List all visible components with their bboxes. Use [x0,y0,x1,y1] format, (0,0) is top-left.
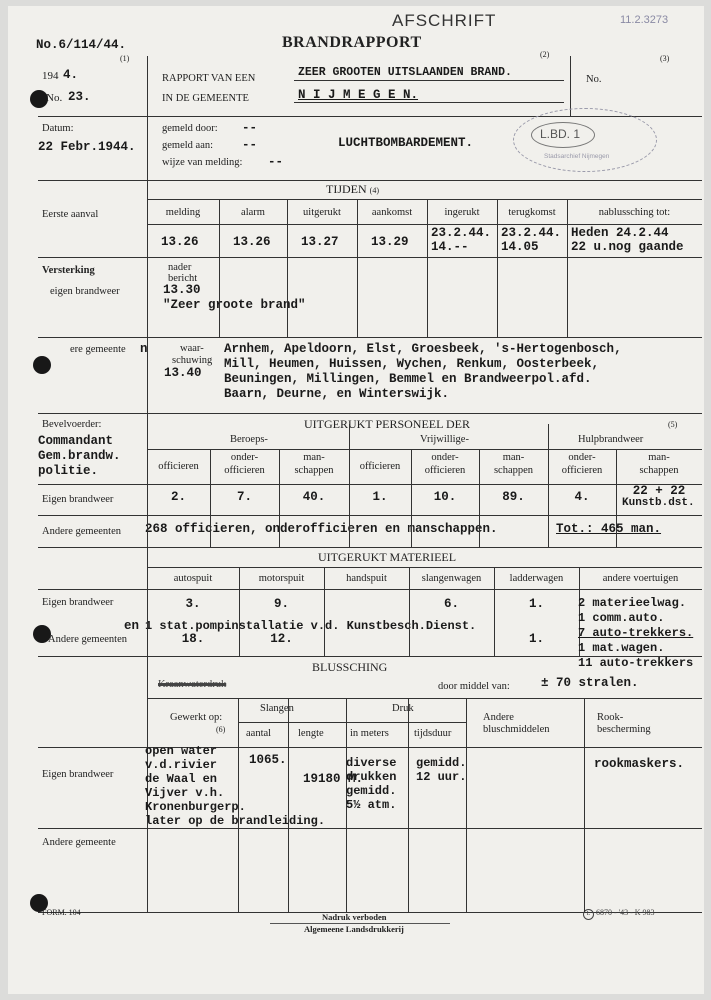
bevelvoerder-label: Bevelvoerder: [42,419,102,430]
personeel-andere-label: Andere gemeenten [42,526,122,537]
en-prefix: en [124,619,140,633]
group-vrijwillige: Vrijwillige- [420,434,469,445]
personeel-header-6: onder- [568,452,596,463]
no-label: No. [46,92,63,104]
tijden-value-3: 13.29 [371,235,409,249]
nader-label-1: nader [168,262,192,273]
rapport-label: RAPPORT VAN EEN [162,73,256,84]
tijdsduur-label: tijdsduur [414,728,452,739]
personeel-eigen-label: Eigen brandweer [42,494,114,505]
tijden-header-2: uitgerukt [303,207,341,218]
personeel-header-1: onder- [230,452,259,463]
materieel-header-1: motorspuit [258,573,305,584]
gemeenten-line: Mill, Heumen, Huissen, Wychen, Renkum, Oosterbeek, [224,357,600,371]
personeel-header-6: officieren [561,465,603,476]
personeel-value-5: 89. [502,490,525,504]
tijden-value-6: Heden 24.2.44 [571,226,669,240]
gewerkt-line: Vijver v.h. [145,786,225,800]
gemeld-door-value: -- [242,121,258,135]
marker-1: (1) [120,54,130,63]
waarschuwing-label-1: waar- [180,343,204,354]
nadruk-verboden: Nadruk verboden [322,912,387,922]
lengte-value: 19180 M. [303,772,364,786]
druk-line: diverse [346,756,397,770]
materieel-title: UITGERUKT MATERIEEL [318,550,457,564]
materieel-value-0: 3. [185,597,201,611]
materieel-header-5: andere voertuigen [602,573,679,584]
form-number: FORM. 104 [42,908,81,917]
personeel-value-7: 22 + 22 [632,484,686,498]
personeel-value-2: 40. [302,490,326,504]
personeel-marker: (5) [668,420,678,429]
bevelvoerder-line: politie. [38,464,99,478]
personeel-value-1: 7. [236,490,252,504]
personeel-andere-text: 268 officieren, onderofficieren en manschappen. [145,522,498,536]
doc-number: No.6/114/44. [36,38,127,52]
no-value: 23. [68,90,91,104]
blussching-eigen-label: Eigen brandweer [42,769,114,780]
materieel-andere-value-0: 18. [181,632,205,646]
blussching-andere-label: Andere gemeente [42,837,116,848]
eigen-brandweer-label: eigen brandweer [50,286,120,297]
voertuigen-line: 11 auto-trekkers [578,656,694,670]
personeel-header-4: officieren [424,465,466,476]
crossed-text: Kraanwaterdruk [158,679,227,690]
materieel-andere-value-1: 12. [270,632,293,646]
waarschuwing-time: 13.40 [164,366,202,380]
druk-line: drukken [346,770,397,784]
report-form [8,6,704,994]
gemeld-aan-label: gemeld aan: [162,140,214,151]
year-printed: 194 [42,70,59,82]
personeel-value-6: 4. [574,490,590,504]
druk-line: gemidd. [346,784,397,798]
group-beroeps: Beroeps- [230,434,268,445]
aantal-label: aantal [246,728,272,739]
tijden-header-4: ingerukt [444,207,480,218]
personeel-header-7: schappen [639,465,679,476]
bevelvoerder-line: Commandant [38,434,114,448]
personeel-header-0: officieren [158,461,199,472]
voertuigen-line: 1 mat.wagen. [578,641,665,655]
meters-label: in meters [350,728,389,739]
gewerkt-line: later op de brandleiding. [145,814,326,828]
materieel-value-4: 1. [528,597,544,611]
voertuigen-line: 1 comm.auto. [578,611,665,625]
footer-code: L 6870 - '43 - K 983 [583,908,655,920]
tijden-header-3: aankomst [371,207,413,218]
tijden-value-1: 13.26 [233,235,271,249]
personeel-header-1: officieren [224,465,265,476]
tijden-value-2: 13.27 [301,235,339,249]
gewerkt-line: open water [145,744,218,758]
gewerkt-line: v.d.rivier [145,758,218,772]
drukkerij: Algemeene Landsdrukkerij [304,924,404,934]
waarschuwing-label-2: schuwing [172,355,213,366]
personeel-value-0: 2. [170,490,186,504]
andere-middelen-label-2: bluschmiddelen [483,724,550,735]
personeel-andere-total: Tot.: 465 man. [556,522,662,536]
stamp-subtext: Stadsarchief Nijmegen [544,153,610,160]
door-middel-value: ± 70 stralen. [541,676,639,690]
personeel-header-3: officieren [359,461,401,472]
tijden-header-1: alarm [241,207,265,218]
personeel-value-3: 1. [372,490,388,504]
bevelvoerder-line: Gem.brandw. [38,449,121,463]
materieel-header-0: autospuit [173,573,213,584]
andere-middelen-label-1: Andere [483,712,514,723]
materieel-andere-value-4: 1. [528,632,544,646]
tijden-value-0: 13.26 [161,235,199,249]
nader-label-2: bericht [168,273,198,284]
tijdsduur-line: gemidd. [416,756,467,770]
gemeenten-line: Arnhem, Apeldoorn, Elst, Groesbeek, 's-Hertogenbosch, [224,342,622,356]
tijden-value-5: 23.2.44. [501,226,562,240]
personeel-header-5: man- [502,452,525,463]
personeel-value-4: 10. [433,490,457,504]
andere-suffix: n [140,342,148,356]
gewerkt-marker: (6) [216,725,226,734]
datum-value: 22 Febr.1944. [38,140,136,154]
personeel-header-7: man- [648,452,670,463]
tijden-value2-1: 14.05 [501,240,539,254]
gemeenten-line: Beuningen, Millingen, Bemmel en Brandweerpol.afd. [224,372,592,386]
group-hulpbrandweer: Hulpbrandweer [578,434,644,445]
druk-label: Druk [392,703,414,714]
druk-line: 5½ atm. [346,798,397,812]
voertuigen-line: 2 materieelwag. [578,596,687,610]
gewerkt-line: Kronenburgerp. [145,800,246,814]
printer-mark-icon: L [583,909,594,920]
materieel-header-2: handspuit [346,573,387,584]
gewerkt-label: Gewerkt op: [170,712,223,723]
wijze-value: -- [268,155,284,169]
aantal-value: 1065. [249,753,287,767]
wijze-label: wijze van melding: [162,157,243,168]
personeel-header-2: schappen [294,465,334,476]
tijdsduur-line: 12 uur. [416,770,467,784]
tijden-header-0: melding [165,207,201,218]
materieel-andere-label: Andere gemeenten [48,634,128,645]
materieel-eigen-label: Eigen brandweer [42,597,114,608]
tijden-value2-2: 22 u.nog gaande [571,240,684,254]
gewerkt-line: de Waal en [145,772,218,786]
personeel-header-2: man- [303,452,325,463]
hulp-manschappen-extra: Kunstb.dst. [622,497,695,509]
materieel-header-4: ladderwagen [509,573,564,584]
personeel-header-4: onder- [431,452,459,463]
tijden-value-4: 23.2.44. [431,226,492,240]
personeel-header-5: schappen [493,465,534,476]
punch-hole [33,356,51,374]
gemeenten-line: Baarn, Deurne, en Winterswijk. [224,387,450,401]
cause-value: LUCHTBOMBARDEMENT. [338,136,474,150]
marker-3: (3) [660,54,670,63]
versterking-label: Versterking [42,265,95,276]
andere-gemeenten-label: ere gemeente [70,344,126,355]
materieel-header-3: slangenwagen [421,573,482,584]
nader-text: "Zeer groote brand" [163,298,306,312]
eerste-aanval-label: Eerste aanval [42,209,99,220]
gemeente-value: N I J M E G E N. [298,88,419,102]
gemeld-aan-value: -- [242,138,258,152]
slangen-label: Slangen [260,703,294,714]
materieel-value-3: 6. [443,597,459,611]
rook-label-1: Rook- [597,712,624,723]
no-field-label: No. [586,74,602,85]
materieel-value-1: 9. [273,597,289,611]
gemeld-door-label: gemeld door: [162,123,218,134]
rapport-value: ZEER GROOTEN UITSLAANDEN BRAND. [298,66,512,79]
door-middel-label: door middel van: [438,681,510,692]
gemeente-label: IN DE GEMEENTE [162,93,249,104]
archive-number: 11.2.3273 [620,14,669,26]
report-title: BRANDRAPPORT [282,34,422,51]
rook-label-2: bescherming [597,724,651,735]
marker-2: (2) [540,50,550,59]
blussching-title: BLUSSCHING [312,660,388,674]
year-typed: 4. [63,68,79,82]
voertuigen-line: 7 auto-trekkers. [578,626,694,640]
kunst-line: 1 stat.pompinstallatie v.d. Kunstbesch.Dienst. [145,619,477,633]
lengte-label: lengte [298,728,324,739]
afschrift-stamp: AFSCHRIFT [392,11,497,30]
rook-value: rookmaskers. [594,757,685,771]
tijden-header-5: terugkomst [508,207,556,218]
nader-time: 13.30 [163,283,201,297]
tijden-value2-0: 14.-- [431,240,469,254]
tijden-title: TIJDEN (4) [326,182,379,196]
datum-label: Datum: [42,123,74,134]
personeel-title: UITGERUKT PERSONEEL DER [304,417,470,431]
stamp-text: L.BD. 1 [540,127,581,141]
tijden-header-6: nablussching tot: [598,207,671,218]
